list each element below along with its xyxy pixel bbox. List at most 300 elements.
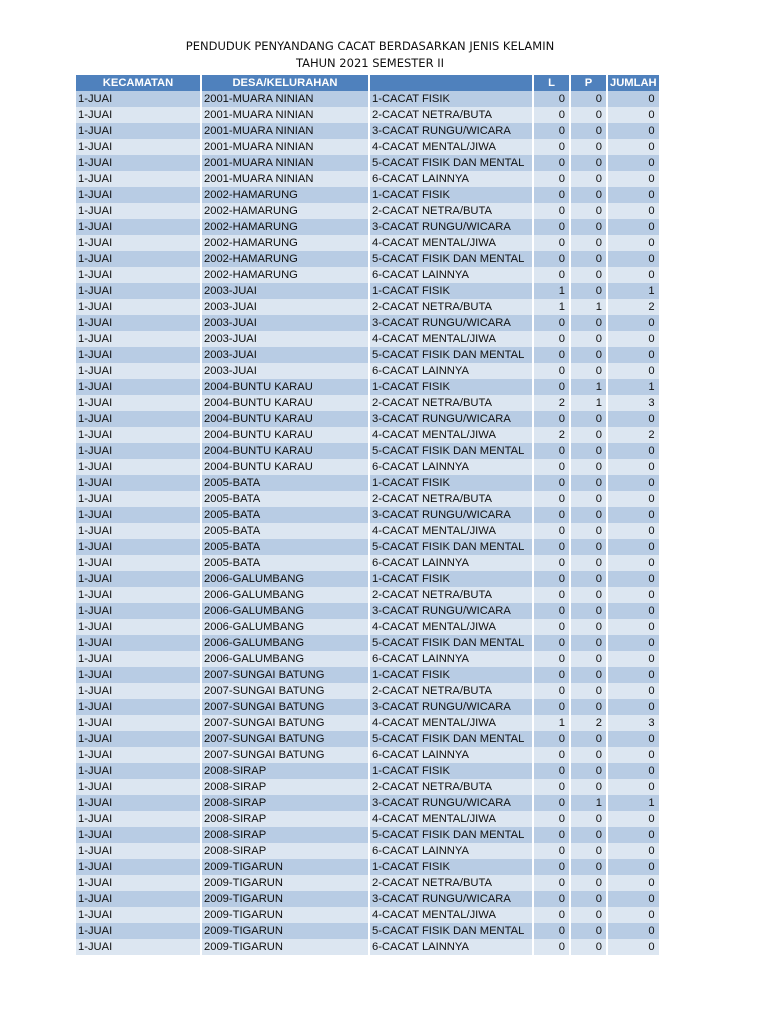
cell-l: 2 (534, 395, 569, 411)
table-row (76, 235, 659, 251)
cell-jenis-cacat: 4-CACAT MENTAL/JIWA (370, 619, 532, 635)
header-kecamatan: KECAMATAN (76, 75, 200, 91)
cell-jumlah: 0 (608, 267, 659, 283)
cell-p: 0 (571, 811, 606, 827)
cell-jenis-cacat: 3-CACAT RUNGU/WICARA (370, 891, 532, 907)
cell-jumlah: 0 (608, 491, 659, 507)
cell-jenis-cacat: 1-CACAT FISIK (370, 91, 532, 107)
table-row (76, 251, 659, 267)
cell-jumlah: 0 (608, 587, 659, 603)
cell-jenis-cacat: 5-CACAT FISIK DAN MENTAL (370, 347, 532, 363)
cell-jenis-cacat: 4-CACAT MENTAL/JIWA (370, 427, 532, 443)
cell-jumlah: 0 (608, 683, 659, 699)
table-row (76, 363, 659, 379)
cell-jenis-cacat: 6-CACAT LAINNYA (370, 747, 532, 763)
cell-jumlah: 0 (608, 155, 659, 171)
cell-jumlah: 0 (608, 539, 659, 555)
cell-jenis-cacat: 2-CACAT NETRA/BUTA (370, 107, 532, 123)
cell-l: 0 (534, 891, 569, 907)
cell-desa-kelurahan: 2004-BUNTU KARAU (202, 395, 368, 411)
cell-desa-kelurahan: 2003-JUAI (202, 363, 368, 379)
cell-l: 0 (534, 555, 569, 571)
cell-kecamatan: 1-JUAI (76, 635, 200, 651)
cell-desa-kelurahan: 2009-TIGARUN (202, 891, 368, 907)
title-line-2: TAHUN 2021 SEMESTER II (295, 56, 445, 70)
table-row (76, 123, 659, 139)
table-row (76, 475, 659, 491)
cell-kecamatan: 1-JUAI (76, 651, 200, 667)
cell-l: 0 (534, 667, 569, 683)
cell-desa-kelurahan: 2004-BUNTU KARAU (202, 379, 368, 395)
cell-p: 0 (571, 699, 606, 715)
cell-jumlah: 0 (608, 603, 659, 619)
cell-jenis-cacat: 1-CACAT FISIK (370, 571, 532, 587)
cell-l: 0 (534, 587, 569, 603)
cell-jenis-cacat: 2-CACAT NETRA/BUTA (370, 587, 532, 603)
table-row (76, 795, 659, 811)
cell-desa-kelurahan: 2007-SUNGAI BATUNG (202, 699, 368, 715)
cell-jenis-cacat: 4-CACAT MENTAL/JIWA (370, 715, 532, 731)
cell-jumlah: 0 (608, 507, 659, 523)
cell-l: 0 (534, 763, 569, 779)
cell-jenis-cacat: 3-CACAT RUNGU/WICARA (370, 123, 532, 139)
cell-p: 0 (571, 923, 606, 939)
cell-l: 0 (534, 939, 569, 955)
table-body (76, 91, 659, 955)
cell-desa-kelurahan: 2001-MUARA NINIAN (202, 171, 368, 187)
cell-desa-kelurahan: 2009-TIGARUN (202, 907, 368, 923)
cell-l: 0 (534, 507, 569, 523)
cell-l: 0 (534, 603, 569, 619)
cell-jenis-cacat: 3-CACAT RUNGU/WICARA (370, 603, 532, 619)
cell-jenis-cacat: 4-CACAT MENTAL/JIWA (370, 907, 532, 923)
cell-l: 0 (534, 571, 569, 587)
cell-desa-kelurahan: 2003-JUAI (202, 299, 368, 315)
cell-p: 0 (571, 747, 606, 763)
table-row (76, 203, 659, 219)
cell-jenis-cacat: 2-CACAT NETRA/BUTA (370, 203, 532, 219)
cell-l: 0 (534, 363, 569, 379)
cell-desa-kelurahan: 2002-HAMARUNG (202, 187, 368, 203)
cell-desa-kelurahan: 2008-SIRAP (202, 843, 368, 859)
cell-jenis-cacat: 5-CACAT FISIK DAN MENTAL (370, 923, 532, 939)
cell-l: 2 (534, 427, 569, 443)
cell-jenis-cacat: 3-CACAT RUNGU/WICARA (370, 315, 532, 331)
cell-jenis-cacat: 6-CACAT LAINNYA (370, 555, 532, 571)
cell-desa-kelurahan: 2003-JUAI (202, 315, 368, 331)
cell-desa-kelurahan: 2002-HAMARUNG (202, 219, 368, 235)
cell-kecamatan: 1-JUAI (76, 763, 200, 779)
table-row (76, 619, 659, 635)
table-row (76, 443, 659, 459)
table-row (76, 715, 659, 731)
cell-jumlah: 0 (608, 219, 659, 235)
cell-desa-kelurahan: 2001-MUARA NINIAN (202, 155, 368, 171)
cell-l: 0 (534, 107, 569, 123)
cell-jumlah: 0 (608, 651, 659, 667)
table-row (76, 171, 659, 187)
table-row (76, 731, 659, 747)
cell-p: 0 (571, 763, 606, 779)
cell-l: 0 (534, 875, 569, 891)
cell-kecamatan: 1-JUAI (76, 779, 200, 795)
cell-p: 0 (571, 363, 606, 379)
cell-jumlah: 0 (608, 475, 659, 491)
cell-kecamatan: 1-JUAI (76, 939, 200, 955)
cell-p: 0 (571, 635, 606, 651)
table-row (76, 587, 659, 603)
cell-jenis-cacat: 4-CACAT MENTAL/JIWA (370, 523, 532, 539)
cell-desa-kelurahan: 2002-HAMARUNG (202, 203, 368, 219)
table-row (76, 923, 659, 939)
cell-kecamatan: 1-JUAI (76, 155, 200, 171)
cell-l: 1 (534, 715, 569, 731)
cell-kecamatan: 1-JUAI (76, 539, 200, 555)
cell-l: 0 (534, 171, 569, 187)
cell-l: 0 (534, 651, 569, 667)
cell-jumlah: 3 (608, 715, 659, 731)
table-row (76, 523, 659, 539)
cell-p: 0 (571, 235, 606, 251)
cell-jumlah: 0 (608, 363, 659, 379)
cell-jenis-cacat: 5-CACAT FISIK DAN MENTAL (370, 635, 532, 651)
cell-kecamatan: 1-JUAI (76, 331, 200, 347)
table-row (76, 107, 659, 123)
cell-l: 0 (534, 859, 569, 875)
table-row (76, 283, 659, 299)
cell-p: 0 (571, 219, 606, 235)
cell-p: 0 (571, 139, 606, 155)
cell-desa-kelurahan: 2002-HAMARUNG (202, 235, 368, 251)
cell-desa-kelurahan: 2008-SIRAP (202, 795, 368, 811)
cell-l: 0 (534, 923, 569, 939)
cell-kecamatan: 1-JUAI (76, 363, 200, 379)
cell-jumlah: 3 (608, 395, 659, 411)
cell-kecamatan: 1-JUAI (76, 523, 200, 539)
cell-p: 0 (571, 827, 606, 843)
cell-jenis-cacat: 1-CACAT FISIK (370, 859, 532, 875)
cell-l: 0 (534, 251, 569, 267)
header-jumlah: JUMLAH (610, 77, 657, 89)
cell-p: 0 (571, 107, 606, 123)
cell-jumlah: 0 (608, 779, 659, 795)
cell-desa-kelurahan: 2005-BATA (202, 539, 368, 555)
table-row (76, 507, 659, 523)
cell-jenis-cacat: 2-CACAT NETRA/BUTA (370, 875, 532, 891)
cell-l: 0 (534, 683, 569, 699)
cell-kecamatan: 1-JUAI (76, 731, 200, 747)
table-row (76, 699, 659, 715)
table-row (76, 187, 659, 203)
cell-l: 1 (534, 299, 569, 315)
cell-jumlah: 0 (608, 907, 659, 923)
cell-jenis-cacat: 3-CACAT RUNGU/WICARA (370, 795, 532, 811)
table-row (76, 539, 659, 555)
cell-jenis-cacat: 2-CACAT NETRA/BUTA (370, 395, 532, 411)
cell-kecamatan: 1-JUAI (76, 475, 200, 491)
cell-desa-kelurahan: 2008-SIRAP (202, 827, 368, 843)
table-row (76, 875, 659, 891)
cell-desa-kelurahan: 2003-JUAI (202, 331, 368, 347)
cell-jenis-cacat: 5-CACAT FISIK DAN MENTAL (370, 827, 532, 843)
cell-jumlah: 0 (608, 251, 659, 267)
cell-jumlah: 0 (608, 235, 659, 251)
cell-jenis-cacat: 1-CACAT FISIK (370, 475, 532, 491)
header-p: P (571, 75, 606, 91)
header-jenis-cacat (370, 75, 532, 91)
table-row (76, 651, 659, 667)
cell-jenis-cacat: 2-CACAT NETRA/BUTA (370, 683, 532, 699)
table-row (76, 155, 659, 171)
table-row (76, 427, 659, 443)
cell-kecamatan: 1-JUAI (76, 571, 200, 587)
cell-p: 0 (571, 651, 606, 667)
cell-jumlah: 0 (608, 139, 659, 155)
cell-l: 0 (534, 907, 569, 923)
cell-kecamatan: 1-JUAI (76, 251, 200, 267)
document-title (0, 38, 740, 72)
cell-desa-kelurahan: 2001-MUARA NINIAN (202, 107, 368, 123)
cell-p: 0 (571, 555, 606, 571)
cell-jumlah: 0 (608, 91, 659, 107)
cell-l: 0 (534, 347, 569, 363)
cell-p: 0 (571, 779, 606, 795)
cell-p: 0 (571, 939, 606, 955)
cell-kecamatan: 1-JUAI (76, 875, 200, 891)
cell-jumlah: 0 (608, 315, 659, 331)
cell-p: 0 (571, 331, 606, 347)
cell-jenis-cacat: 4-CACAT MENTAL/JIWA (370, 331, 532, 347)
cell-jenis-cacat: 4-CACAT MENTAL/JIWA (370, 139, 532, 155)
cell-jumlah: 0 (608, 763, 659, 779)
cell-jumlah: 0 (608, 811, 659, 827)
cell-jumlah: 0 (608, 939, 659, 955)
cell-kecamatan: 1-JUAI (76, 507, 200, 523)
cell-kecamatan: 1-JUAI (76, 555, 200, 571)
cell-l: 0 (534, 459, 569, 475)
table-row (76, 459, 659, 475)
cell-p: 0 (571, 587, 606, 603)
cell-l: 1 (534, 283, 569, 299)
cell-p: 0 (571, 187, 606, 203)
table-row (76, 779, 659, 795)
cell-p: 0 (571, 315, 606, 331)
cell-l: 0 (534, 491, 569, 507)
cell-p: 0 (571, 171, 606, 187)
cell-kecamatan: 1-JUAI (76, 459, 200, 475)
header-l: L (534, 75, 569, 91)
table-row (76, 411, 659, 427)
cell-desa-kelurahan: 2007-SUNGAI BATUNG (202, 683, 368, 699)
cell-l: 0 (534, 411, 569, 427)
cell-jenis-cacat: 6-CACAT LAINNYA (370, 267, 532, 283)
cell-p: 0 (571, 875, 606, 891)
cell-jumlah: 2 (608, 427, 659, 443)
cell-p: 0 (571, 731, 606, 747)
cell-p: 0 (571, 411, 606, 427)
table-row (76, 891, 659, 907)
cell-jumlah: 1 (608, 795, 659, 811)
cell-l: 0 (534, 523, 569, 539)
cell-p: 0 (571, 539, 606, 555)
cell-p: 0 (571, 251, 606, 267)
cell-jumlah: 0 (608, 171, 659, 187)
cell-kecamatan: 1-JUAI (76, 843, 200, 859)
cell-p: 0 (571, 619, 606, 635)
cell-desa-kelurahan: 2006-GALUMBANG (202, 619, 368, 635)
cell-l: 0 (534, 123, 569, 139)
cell-kecamatan: 1-JUAI (76, 139, 200, 155)
table-row (76, 555, 659, 571)
cell-desa-kelurahan: 2005-BATA (202, 555, 368, 571)
cell-desa-kelurahan: 2007-SUNGAI BATUNG (202, 731, 368, 747)
cell-desa-kelurahan: 2005-BATA (202, 475, 368, 491)
cell-kecamatan: 1-JUAI (76, 619, 200, 635)
cell-kecamatan: 1-JUAI (76, 667, 200, 683)
table-row (76, 315, 659, 331)
cell-kecamatan: 1-JUAI (76, 203, 200, 219)
cell-jumlah: 0 (608, 523, 659, 539)
cell-jenis-cacat: 3-CACAT RUNGU/WICARA (370, 411, 532, 427)
cell-jumlah: 0 (608, 731, 659, 747)
cell-l: 0 (534, 539, 569, 555)
cell-jenis-cacat: 5-CACAT FISIK DAN MENTAL (370, 443, 532, 459)
cell-desa-kelurahan: 2007-SUNGAI BATUNG (202, 747, 368, 763)
header-desa-kelurahan: DESA/KELURAHAN (202, 75, 368, 91)
cell-p: 2 (571, 715, 606, 731)
cell-jenis-cacat: 6-CACAT LAINNYA (370, 363, 532, 379)
cell-desa-kelurahan: 2001-MUARA NINIAN (202, 91, 368, 107)
cell-kecamatan: 1-JUAI (76, 747, 200, 763)
cell-l: 0 (534, 811, 569, 827)
cell-jumlah: 0 (608, 843, 659, 859)
cell-kecamatan: 1-JUAI (76, 219, 200, 235)
cell-l: 0 (534, 331, 569, 347)
cell-kecamatan: 1-JUAI (76, 827, 200, 843)
cell-jumlah: 0 (608, 459, 659, 475)
cell-jumlah: 0 (608, 875, 659, 891)
cell-l: 0 (534, 843, 569, 859)
cell-desa-kelurahan: 2004-BUNTU KARAU (202, 459, 368, 475)
table-row (76, 299, 659, 315)
cell-kecamatan: 1-JUAI (76, 715, 200, 731)
cell-p: 0 (571, 683, 606, 699)
cell-kecamatan: 1-JUAI (76, 107, 200, 123)
cell-desa-kelurahan: 2001-MUARA NINIAN (202, 123, 368, 139)
cell-kecamatan: 1-JUAI (76, 811, 200, 827)
cell-jenis-cacat: 1-CACAT FISIK (370, 283, 532, 299)
cell-jumlah: 0 (608, 187, 659, 203)
cell-jenis-cacat: 2-CACAT NETRA/BUTA (370, 299, 532, 315)
cell-desa-kelurahan: 2009-TIGARUN (202, 939, 368, 955)
table-row (76, 267, 659, 283)
cell-kecamatan: 1-JUAI (76, 859, 200, 875)
cell-p: 0 (571, 571, 606, 587)
cell-p: 0 (571, 507, 606, 523)
cell-jumlah: 0 (608, 331, 659, 347)
cell-l: 0 (534, 747, 569, 763)
cell-jenis-cacat: 6-CACAT LAINNYA (370, 651, 532, 667)
table-row (76, 491, 659, 507)
cell-l: 0 (534, 315, 569, 331)
cell-jenis-cacat: 5-CACAT FISIK DAN MENTAL (370, 251, 532, 267)
table-row (76, 763, 659, 779)
cell-p: 0 (571, 203, 606, 219)
cell-kecamatan: 1-JUAI (76, 171, 200, 187)
cell-jumlah: 0 (608, 203, 659, 219)
cell-p: 0 (571, 283, 606, 299)
cell-jumlah: 0 (608, 555, 659, 571)
table-row (76, 139, 659, 155)
cell-kecamatan: 1-JUAI (76, 923, 200, 939)
cell-l: 0 (534, 779, 569, 795)
cell-jumlah: 0 (608, 891, 659, 907)
cell-l: 0 (534, 187, 569, 203)
cell-jenis-cacat: 6-CACAT LAINNYA (370, 459, 532, 475)
cell-p: 0 (571, 91, 606, 107)
cell-p: 0 (571, 667, 606, 683)
cell-l: 0 (534, 443, 569, 459)
cell-desa-kelurahan: 2009-TIGARUN (202, 923, 368, 939)
cell-l: 0 (534, 827, 569, 843)
cell-jumlah: 0 (608, 107, 659, 123)
cell-kecamatan: 1-JUAI (76, 443, 200, 459)
title-line-1: PENDUDUK PENYANDANG CACAT BERDASARKAN JENIS KELAMIN (185, 39, 555, 53)
cell-jenis-cacat: 2-CACAT NETRA/BUTA (370, 491, 532, 507)
cell-p: 0 (571, 267, 606, 283)
table-row (76, 331, 659, 347)
table-row (76, 843, 659, 859)
cell-jenis-cacat: 1-CACAT FISIK (370, 763, 532, 779)
table-row (76, 907, 659, 923)
cell-jenis-cacat: 5-CACAT FISIK DAN MENTAL (370, 539, 532, 555)
cell-jumlah: 1 (608, 283, 659, 299)
cell-p: 1 (571, 299, 606, 315)
cell-jumlah: 0 (608, 571, 659, 587)
cell-jenis-cacat: 4-CACAT MENTAL/JIWA (370, 811, 532, 827)
table-row (76, 347, 659, 363)
table-row (76, 395, 659, 411)
cell-jumlah: 0 (608, 347, 659, 363)
cell-jumlah: 0 (608, 747, 659, 763)
cell-l: 0 (534, 139, 569, 155)
cell-desa-kelurahan: 2006-GALUMBANG (202, 571, 368, 587)
cell-desa-kelurahan: 2008-SIRAP (202, 811, 368, 827)
cell-jumlah: 1 (608, 379, 659, 395)
cell-l: 0 (534, 267, 569, 283)
cell-jenis-cacat: 6-CACAT LAINNYA (370, 939, 532, 955)
cell-desa-kelurahan: 2004-BUNTU KARAU (202, 411, 368, 427)
table-header-row (76, 75, 659, 91)
cell-l: 0 (534, 219, 569, 235)
cell-p: 0 (571, 123, 606, 139)
table-row (76, 571, 659, 587)
cell-p: 0 (571, 443, 606, 459)
cell-jumlah: 0 (608, 827, 659, 843)
cell-jumlah: 2 (608, 299, 659, 315)
cell-kecamatan: 1-JUAI (76, 699, 200, 715)
cell-p: 0 (571, 523, 606, 539)
cell-desa-kelurahan: 2007-SUNGAI BATUNG (202, 667, 368, 683)
table-row (76, 635, 659, 651)
cell-p: 1 (571, 379, 606, 395)
table-row (76, 827, 659, 843)
cell-jenis-cacat: 3-CACAT RUNGU/WICARA (370, 507, 532, 523)
cell-desa-kelurahan: 2002-HAMARUNG (202, 251, 368, 267)
cell-l: 0 (534, 379, 569, 395)
cell-l: 0 (534, 619, 569, 635)
cell-desa-kelurahan: 2001-MUARA NINIAN (202, 139, 368, 155)
